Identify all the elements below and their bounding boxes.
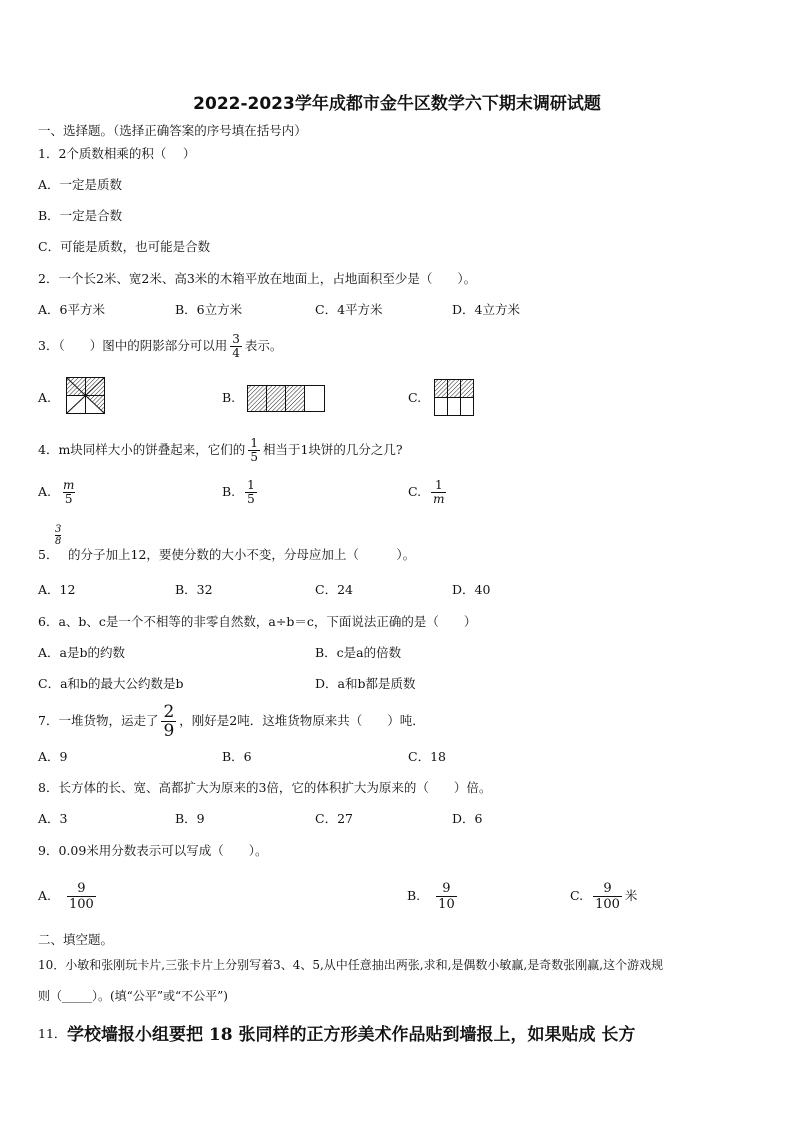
fraction-denominator: 8	[55, 536, 62, 547]
question-5-option-d: D．40	[452, 582, 491, 597]
fraction-numerator: 1	[434, 478, 443, 492]
option-unit: 米	[624, 888, 638, 903]
question-8-option-a: A．3	[38, 811, 68, 826]
option-label: A.	[38, 888, 52, 903]
fraction-denominator: 100	[69, 897, 94, 912]
fraction-denominator: 10	[438, 897, 455, 912]
fraction-numerator: 2	[163, 702, 175, 722]
fraction-denominator: 100	[595, 897, 620, 912]
fraction-numerator: 9	[442, 881, 451, 896]
fraction-denominator: 9	[163, 721, 175, 741]
question-8-option-b: B．9	[175, 811, 205, 826]
question-1-option-c: C．可能是质数，也可能是合数	[38, 239, 211, 254]
square-split-figure	[66, 377, 106, 415]
fraction-numerator: 1	[247, 478, 255, 492]
question-3-stem-text: 3．（ ）图中的阴影部分可以用	[38, 338, 228, 353]
option-fraction	[67, 881, 96, 912]
option-label: B.	[407, 888, 421, 903]
fraction-denominator: m	[433, 492, 445, 506]
question-7-option-c: C．18	[408, 749, 446, 764]
fraction-denominator: 5	[247, 492, 255, 506]
fraction-three-quarters	[230, 333, 242, 360]
question-4-stem-text: 4．m块同样大小的饼叠起来，它们的	[38, 442, 246, 457]
question-1-stem: 1．2个质数相乘的积（ ）	[38, 146, 196, 161]
question-10-line-2: 则（_____）。(填“公平”或“不公平”)	[38, 989, 228, 1003]
option-fraction	[245, 479, 257, 506]
question-5-option-b: B．32	[175, 582, 213, 597]
question-5-option-c: C．24	[315, 582, 353, 597]
question-8-option-d: D．6	[452, 811, 483, 826]
question-2-stem: 2．一个长2米、宽2米、高3米的木箱平放在地面上，占地面积至少是（ ）。	[38, 271, 477, 286]
question-6-option-a: A．a是b的约数	[38, 645, 125, 660]
question-3-option-c: C.	[408, 390, 422, 405]
question-9-option-a	[38, 876, 99, 916]
question-8-option-c: C．27	[315, 811, 353, 826]
question-9-option-c	[570, 876, 637, 916]
question-4-option-b	[222, 474, 260, 510]
option-fraction	[61, 479, 76, 506]
question-3-option-b: B.	[222, 390, 236, 405]
option-fraction	[431, 479, 446, 506]
option-label: C.	[570, 888, 584, 903]
question-9-stem: 9．0.09米用分数表示可以写成（ ）。	[38, 843, 268, 858]
option-label: B.	[222, 484, 236, 499]
question-9-option-b	[407, 876, 460, 916]
question-2-option-a: A．6平方米	[38, 302, 105, 317]
question-4-option-c	[408, 474, 449, 510]
fraction-numerator: 1	[250, 436, 258, 450]
question-4-option-a	[38, 474, 79, 510]
fraction-numerator: 3	[232, 332, 240, 346]
question-8-stem: 8．长方体的长、宽、高都扩大为原来的3倍，它的体积扩大为原来的（ ）倍。	[38, 780, 492, 795]
question-3-stem	[38, 328, 282, 364]
fraction-two-ninths	[161, 703, 176, 740]
question-7-stem-text-end: ，刚好是2吨．这堆货物原来共（ ）吨．	[179, 713, 425, 728]
section-heading-fill: 二、填空题。	[38, 932, 114, 947]
question-10-line-1: 10．小敏和张刚玩卡片,三张卡片上分别写着3、4、5,从中任意抽出两张,求和,是偶数小敏赢,是奇数张刚赢,这个游戏规	[38, 958, 664, 972]
fraction-one-fifth	[248, 437, 260, 464]
fraction-numerator: m	[63, 478, 75, 492]
option-fraction	[436, 881, 457, 912]
question-6-stem: 6．a、b、c是一个不相等的非零自然数，a÷b＝c，下面说法正确的是（ ）	[38, 614, 477, 629]
option-label: A.	[38, 484, 52, 499]
question-4-stem	[38, 432, 403, 468]
question-5-fraction	[55, 524, 61, 547]
fraction-numerator: 3	[55, 524, 62, 535]
page-title: 2022-2023学年成都市金牛区数学六下期末调研试题	[193, 94, 601, 114]
question-11-text: 学校墙报小组要把 18 张同样的正方形美术作品贴到墙报上，如果贴成 长方	[67, 1025, 636, 1045]
question-2-option-b: B．6立方米	[175, 302, 243, 317]
fraction-denominator: 5	[64, 492, 73, 506]
fraction-numerator: 9	[77, 881, 86, 896]
question-1-option-b: B．一定是合数	[38, 208, 123, 223]
question-5-stem: 的分子加上12，要使分数的大小不变，分母应加上（ ）。	[68, 547, 416, 562]
question-5-option-a: A．12	[38, 582, 76, 597]
question-11-number: 11．	[38, 1026, 67, 1041]
question-4-stem-text-end: 相当于1块饼的几分之几?	[262, 442, 403, 457]
question-7-stem	[38, 701, 425, 741]
question-6-option-c: C．a和b的最大公约数是b	[38, 676, 184, 691]
grid-six-parts-figure	[434, 379, 476, 417]
fraction-denominator: 5	[250, 450, 258, 464]
bar-four-parts-figure	[247, 385, 327, 413]
question-6-option-b: B．c是a的倍数	[315, 645, 402, 660]
question-7-stem-text: 7．一堆货物，运走了	[38, 713, 159, 728]
question-6-option-d: D．a和b都是质数	[315, 676, 416, 691]
question-1-option-a: A．一定是质数	[38, 177, 123, 192]
question-3-option-a: A.	[38, 390, 52, 405]
question-2-option-d: D．4立方米	[452, 302, 520, 317]
section-heading-choice: 一、选择题。（选择正确答案的序号填在括号内）	[38, 123, 307, 138]
question-7-option-b: B．6	[222, 749, 252, 764]
fraction-denominator: 4	[232, 346, 240, 360]
question-7-option-a: A．9	[38, 749, 68, 764]
question-2-option-c: C．4平方米	[315, 302, 383, 317]
option-fraction	[593, 881, 622, 912]
fraction-numerator: 9	[603, 881, 612, 896]
question-5-number: 5．	[38, 547, 59, 562]
question-3-stem-text-end: 表示。	[244, 338, 283, 353]
option-label: C.	[408, 484, 422, 499]
